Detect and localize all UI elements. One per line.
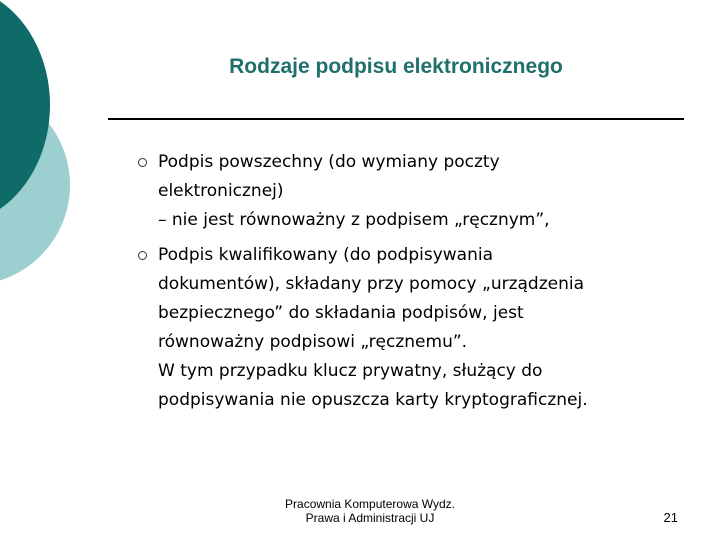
- footer-line: Prawa i Administracji UJ: [305, 511, 435, 525]
- bullet-text-line: W tym przypadku klucz prywatny, służący do: [158, 361, 543, 381]
- page-number: 21: [663, 510, 678, 525]
- bullet-text-line: równoważny podpisowi „ręcznemu”.: [158, 332, 468, 352]
- bullet-item: [140, 241, 700, 415]
- bullet-text-line: bezpiecznego” do składania podpisów, jest: [158, 303, 524, 323]
- bullet-text-line: Podpis powszechny (do wymiany poczty: [158, 152, 500, 172]
- bullet-text-line: dokumentów), składany przy pomocy „urządzenia: [158, 274, 585, 294]
- bullet-item: [140, 148, 700, 235]
- bullet-circle-icon: [138, 158, 147, 167]
- bullet-list: [140, 148, 700, 421]
- bullet-text-line: podpisywania nie opuszcza karty kryptograficznej.: [158, 390, 588, 410]
- slide-footer: [220, 497, 520, 525]
- bullet-text-line: Podpis kwalifikowany (do podpisywania: [158, 245, 494, 265]
- bullet-text-line: elektronicznej): [158, 181, 284, 201]
- slide-title: Rodzaje podpisu elektronicznego: [229, 55, 563, 78]
- title-divider: [108, 118, 684, 120]
- bullet-circle-icon: [138, 251, 147, 260]
- bullet-text-line: – nie jest równoważny z podpisem „ręcznym”,: [158, 210, 550, 230]
- footer-line: Pracownia Komputerowa Wydz.: [285, 497, 455, 511]
